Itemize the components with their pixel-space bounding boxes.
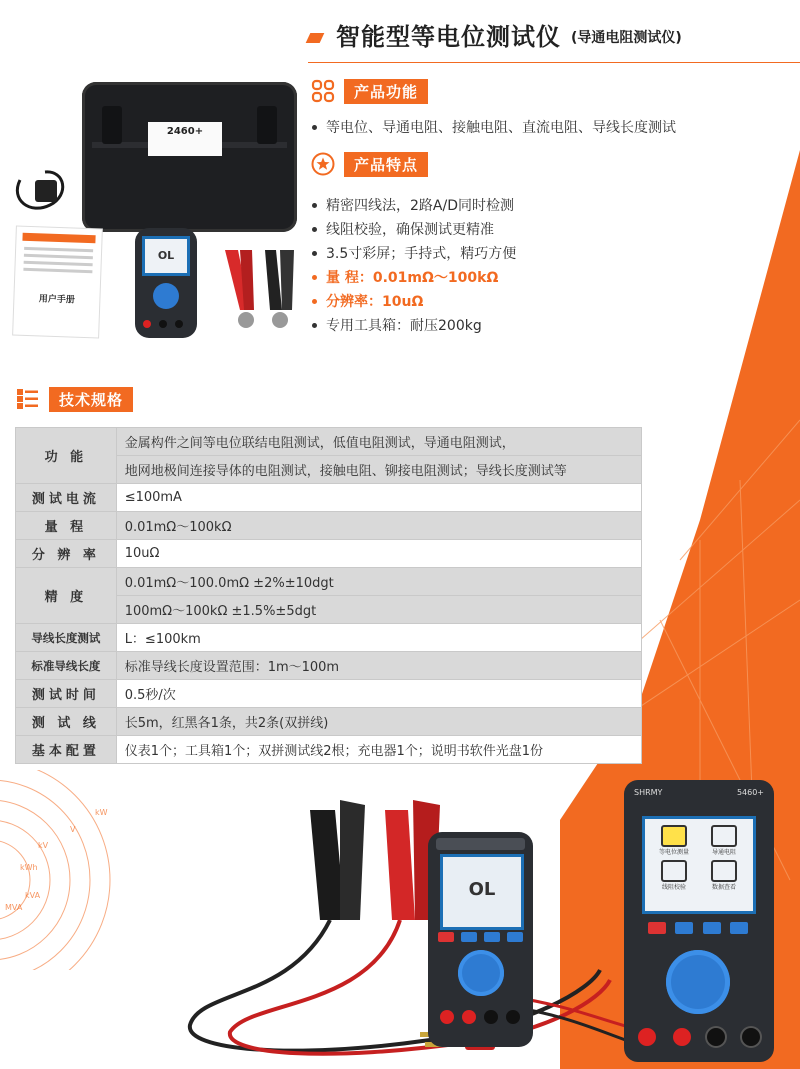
specs-heading-label: 技术规格 <box>49 387 133 412</box>
table-row <box>16 680 642 708</box>
row-label: 测试时间 <box>16 680 117 708</box>
list-item: 分辨率：10uΩ <box>312 289 792 313</box>
dpad <box>666 950 730 1014</box>
row-label: 标准导线长度 <box>16 652 117 680</box>
row-label: 测 试 线 <box>16 708 117 736</box>
meter-medium-screen: OL <box>440 854 524 930</box>
table-row <box>16 484 642 512</box>
charger-image <box>10 150 80 220</box>
product-kit-image <box>10 70 305 350</box>
spec-table <box>15 427 642 764</box>
table-row <box>16 624 642 652</box>
title-accent-mark <box>306 33 325 43</box>
svg-text:kWh: kWh <box>20 863 38 872</box>
row-value: ≤100mA <box>116 484 641 512</box>
row-value: 0.01mΩ～100.0mΩ ±2%±10dgt <box>116 568 641 596</box>
row-label: 测试电流 <box>16 484 117 512</box>
table-row <box>16 736 642 764</box>
svg-text:V: V <box>70 825 76 834</box>
list-item: 精密四线法，2路A/D同时检测 <box>312 193 792 217</box>
row-value: 仪表1个；工具箱1个；双拼测试线2根；充电器1个；说明书软件光盘1份 <box>116 736 641 764</box>
row-label: 功 能 <box>16 428 117 484</box>
functions-heading <box>310 78 428 104</box>
table-row <box>16 708 642 736</box>
page-title <box>308 14 682 54</box>
specs-heading <box>15 386 133 412</box>
table-row <box>16 568 642 596</box>
row-value: 10uΩ <box>116 540 641 568</box>
row-value: L：≤100km <box>116 624 641 652</box>
tool-case <box>82 82 297 232</box>
svg-text:kV: kV <box>38 841 49 850</box>
title-divider <box>308 62 800 63</box>
meter-large-screen: 等电位测量 导通电阻 线阻校验 数据查看 <box>642 816 756 914</box>
title-main: 智能型等电位测试仪 <box>336 22 561 51</box>
list-item: 等电位、导通电阻、接触电阻、直流电阻、导线长度测试 <box>312 115 792 139</box>
meter-large: SHRMY 5460+ 等电位测量 导通电阻 线阻校验 数据查看 <box>624 780 774 1062</box>
row-value: 地网地极间连接导体的电阻测试，接触电阻、铆接电阻测试；导线长度测试等 <box>116 456 641 484</box>
features-list <box>312 193 792 337</box>
features-heading-label: 产品特点 <box>344 152 428 177</box>
list-item: 线阻校验，确保测试更精准 <box>312 217 792 241</box>
test-clips <box>210 240 305 340</box>
star-icon <box>310 151 336 177</box>
row-value: 100mΩ～100kΩ ±1.5%±5dgt <box>116 596 641 624</box>
table-row <box>16 540 642 568</box>
list-item: 量 程：0.01mΩ～100kΩ <box>312 265 792 289</box>
row-value: 金属构件之间等电位联结电阻测试，低值电阻测试，导通电阻测试， <box>116 428 641 456</box>
row-label: 导线长度测试 <box>16 624 117 652</box>
row-value: 长5m，红黑各1条，共2条(双拼线) <box>116 708 641 736</box>
svg-text:MVA: MVA <box>5 903 23 912</box>
table-row <box>16 512 642 540</box>
meter-small: OL <box>135 228 197 338</box>
row-value: 标准导线长度设置范围：1m～100m <box>116 652 641 680</box>
product-photo <box>170 770 790 1065</box>
list-icon <box>15 386 41 412</box>
row-label: 精 度 <box>16 568 117 624</box>
functions-list <box>312 115 792 139</box>
title-subtitle: (导通电阻测试仪) <box>571 30 682 46</box>
user-manual: 用户手册 <box>13 227 102 338</box>
table-row <box>16 652 642 680</box>
row-label: 分 辨 率 <box>16 540 117 568</box>
functions-heading-label: 产品功能 <box>344 79 428 104</box>
meter-medium <box>428 832 533 1047</box>
svg-text:kVA: kVA <box>25 891 41 900</box>
decorative-arcs <box>0 770 130 970</box>
list-item: 专用工具箱：耐压200kg <box>312 313 792 337</box>
dpad <box>458 950 504 996</box>
table-row <box>16 428 642 456</box>
list-item: 3.5寸彩屏；手持式，精巧方便 <box>312 241 792 265</box>
row-value: 0.01mΩ～100kΩ <box>116 512 641 540</box>
case-label: 2460+ <box>148 122 222 156</box>
grid-icon <box>310 78 336 104</box>
features-heading <box>310 151 428 177</box>
row-label: 基本配置 <box>16 736 117 764</box>
row-label: 量 程 <box>16 512 117 540</box>
row-value: 0.5秒/次 <box>116 680 641 708</box>
svg-text:kW: kW <box>95 808 108 817</box>
